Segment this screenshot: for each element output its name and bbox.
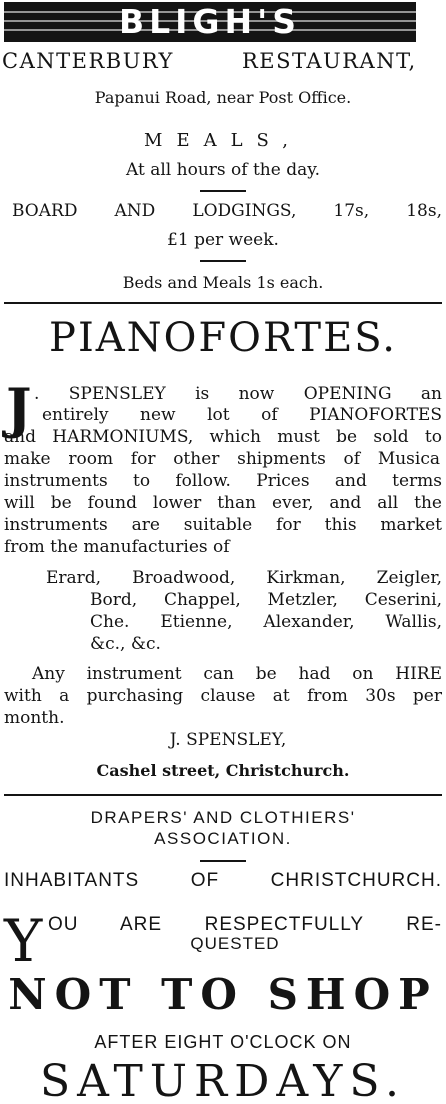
maker-line: Che. Etienne, Alexander, Wallis, [90,612,442,632]
meals-hours: At all hours of the day. [126,160,320,180]
saturdays: SATURDAYS. [40,1056,406,1104]
beds-meals: Beds and Meals 1s each. [122,273,324,292]
short-rule [200,190,246,192]
section-divider [4,794,442,796]
para-line: make room for other shipments of Musica [4,449,440,469]
spensley-address: Cashel street, Christchurch. [96,761,350,780]
spensley-signature: J. SPENSLEY, [169,730,287,750]
hire-line: with a purchasing clause at from 30s per [4,686,442,706]
para-line: from the manufacturies of [4,537,230,557]
hire-line: month. [4,708,65,728]
para-line: instruments are suitable for this market [4,515,442,535]
requested-line2: QUESTED [190,934,280,953]
maker-line: Erard, Broadwood, Kirkman, Zeigler, [46,568,442,588]
heading-left: CANTERBURY [2,49,174,73]
association-line1: DRAPERS' AND CLOTHIERS' [90,808,356,827]
inhabitants-line: INHABITANTS OF CHRISTCHURCH. [4,870,442,891]
dropcap-y: Y [4,907,43,975]
section-divider [4,302,442,304]
association-line2: ASSOCIATION. [154,829,292,848]
requested-line1: OU ARE RESPECTFULLY RE- [48,914,442,935]
not-to-shop: NOT TO SHOP [8,970,438,1019]
heading-right: RESTAURANT, [242,49,417,73]
board-price: £1 per week. [167,230,279,250]
short-rule [200,260,246,262]
para-line: will be found lower than ever, and all the [4,493,442,513]
maker-line: Bord, Chappel, Metzler, Ceserini, [90,590,442,610]
restaurant-address: Papanui Road, near Post Office. [94,88,352,107]
after-eight-line: AFTER EIGHT O'CLOCK ON [94,1032,352,1052]
blighs-title [4,2,416,42]
hire-line: Any instrument can be had on HIRE [32,664,442,684]
board-lodgings: BOARD AND LODGINGS, 17s, 18s, [12,201,442,221]
para-line: and HARMONIUMS, which must be sold to [4,427,442,447]
para-line: entirely new lot of PIANOFORTES [42,405,442,425]
dropcap-j: J [6,376,32,440]
maker-line: &c., &c. [90,634,161,654]
pianofortes-heading: PIANOFORTES. [49,315,397,361]
para-line: . SPENSLEY is now OPENING an [34,384,442,404]
para-line: instruments to follow. Prices and terms [4,471,442,491]
meals-heading: MEALS, [144,130,302,151]
short-rule [200,860,246,862]
blighs-title-text: BLIGH'S [118,2,302,41]
